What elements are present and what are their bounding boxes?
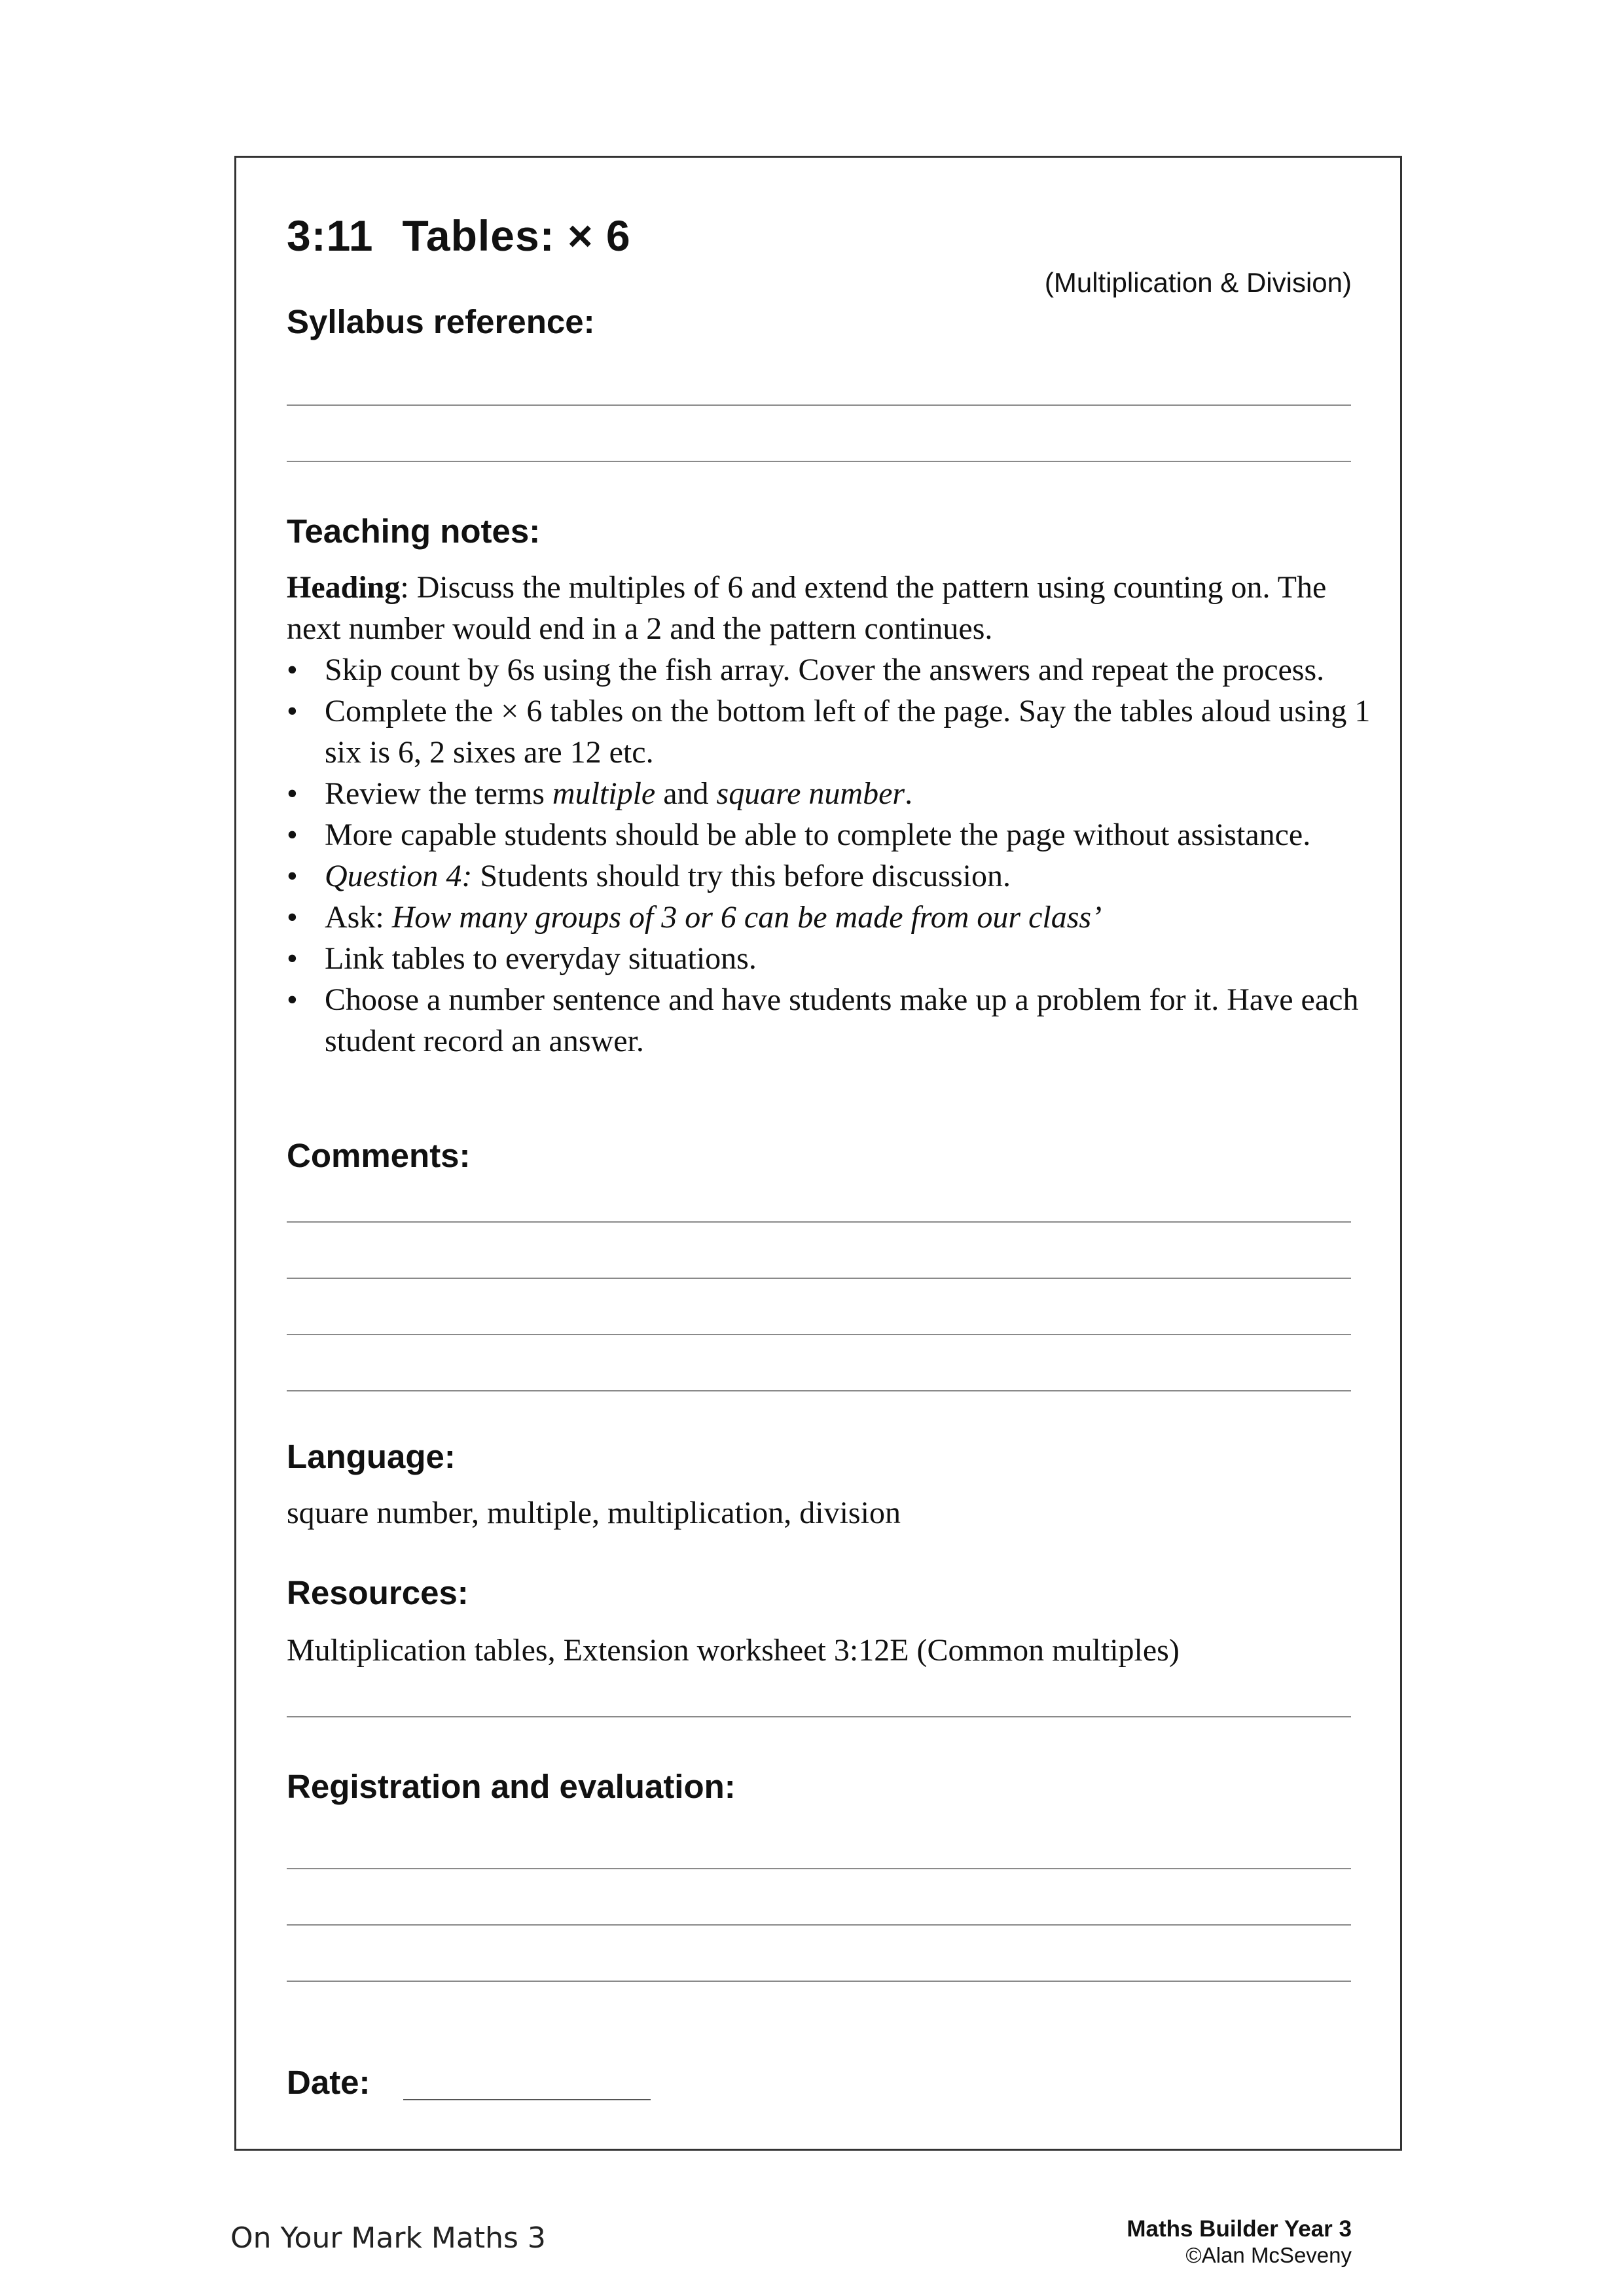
- registration-heading: Registration and evaluation:: [287, 1768, 736, 1805]
- comments-line-3[interactable]: [287, 1334, 1351, 1335]
- footer-credit: [1127, 2216, 1352, 2269]
- term-square-number: square number: [716, 776, 905, 811]
- list-item-text: Review the terms: [325, 776, 552, 811]
- lesson-number: 3:11: [287, 211, 374, 260]
- notes-intro: [287, 567, 1373, 649]
- footer-series: On Your Mark Maths 3: [230, 2221, 546, 2255]
- syllabus-line-1[interactable]: [287, 404, 1351, 406]
- footer-copyright: ©Alan McSeveny: [1185, 2243, 1352, 2267]
- syllabus-heading: Syllabus reference:: [287, 303, 595, 340]
- list-item: [287, 897, 1373, 938]
- list-item-text: .: [905, 776, 913, 811]
- notes-intro-text: : Discuss the multiples of 6 and extend the pattern using counting on. The next number would end in a 2 and the pattern continues.: [287, 570, 1327, 646]
- syllabus-line-2[interactable]: [287, 461, 1351, 462]
- ask-question: How many groups of 3 or 6 can be made from our class’: [391, 900, 1102, 935]
- date-label: Date:: [287, 2064, 370, 2101]
- language-heading: Language:: [287, 1438, 456, 1475]
- list-item-text: and: [655, 776, 717, 811]
- notes-list: [287, 649, 1373, 1062]
- list-item: • Link tables to everyday situations.: [287, 938, 1373, 979]
- question-label: Question 4:: [325, 859, 473, 893]
- language-text: square number, multiple, multiplication, division: [287, 1496, 901, 1530]
- resources-heading: Resources:: [287, 1574, 469, 1611]
- lesson-name: Tables: × 6: [402, 211, 631, 260]
- footer-book-title: Maths Builder Year 3: [1127, 2216, 1352, 2242]
- list-item: • Skip count by 6s using the fish array. Cover the answers and repeat the process.: [287, 649, 1373, 691]
- lesson-title: [287, 211, 631, 260]
- registration-line-2[interactable]: [287, 1924, 1351, 1926]
- strand-label: (Multiplication & Division): [1044, 267, 1352, 298]
- list-item: • More capable students should be able to complete the page without assistance.: [287, 814, 1373, 855]
- list-item: [287, 855, 1373, 897]
- list-item-text: Ask:: [325, 900, 392, 935]
- notes-intro-label: Heading: [287, 570, 401, 605]
- resources-text: Multiplication tables, Extension worksheet 3:12E (Common multiples): [287, 1633, 1180, 1668]
- list-item: • Choose a number sentence and have students make up a problem for it. Have each student record an answer.: [287, 979, 1373, 1062]
- comments-line-4[interactable]: [287, 1390, 1351, 1391]
- date-field[interactable]: [403, 2099, 651, 2100]
- comments-line-2[interactable]: [287, 1278, 1351, 1279]
- list-item-text: Students should try this before discussion.: [472, 859, 1011, 893]
- term-multiple: multiple: [552, 776, 656, 811]
- list-item: • Complete the × 6 tables on the bottom left of the page. Say the tables aloud using 1 six is 6, 2 sixes are 12 etc.: [287, 691, 1373, 773]
- teaching-notes-heading: Teaching notes:: [287, 512, 541, 550]
- list-item: [287, 773, 1373, 814]
- registration-line-1[interactable]: [287, 1868, 1351, 1869]
- teaching-notes: [287, 567, 1373, 1062]
- registration-line-3[interactable]: [287, 1981, 1351, 1982]
- resources-line[interactable]: [287, 1716, 1351, 1717]
- comments-heading: Comments:: [287, 1137, 471, 1174]
- comments-line-1[interactable]: [287, 1221, 1351, 1223]
